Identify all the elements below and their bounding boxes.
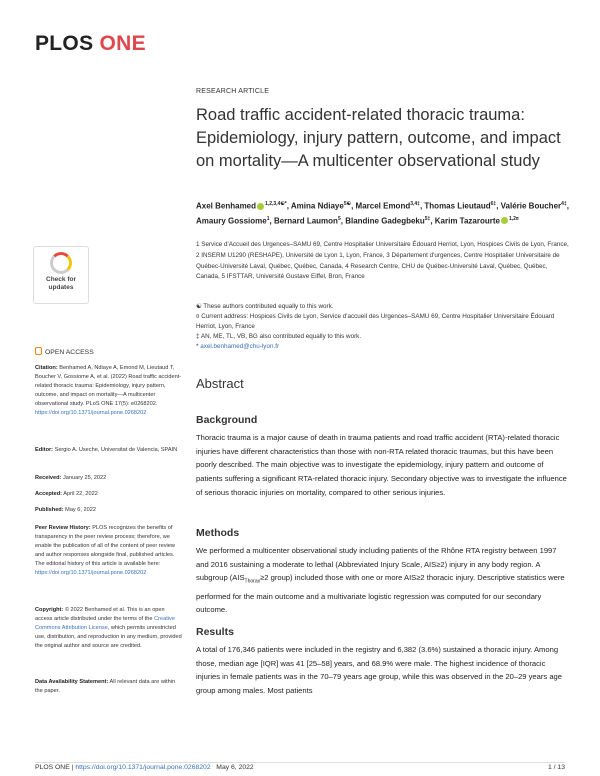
corresponding-email: * axel.benhamed@chu-lyon.fr	[196, 343, 280, 350]
author-affiliation-mark: 1,2¤	[508, 215, 519, 222]
author-affiliation-mark: 4‡	[561, 201, 567, 207]
footer-doi-link[interactable]: https://doi.org/10.1371/journal.pone.0268202	[75, 764, 211, 771]
author: Marcel Emond	[355, 201, 411, 211]
author-list: Axel Benhamed $^{1,2,3,4☯*}$, Amina Ndiaye$^{5☯}$, Marcel Emond$^{3,4\ddagger}$, Thomas Lieutaud$^{6\ddagger}$, Valérie Boucher$^{4\ddagger}$, Amaury Gossiome$^1$, Bernard Laumon$^5$, Blandine Gadegbeku$^{5\ddagger}$, Karim Tazarourte $^{1,2¤}$	[196, 201, 569, 226]
data-availability-label: Data Availability Statement:	[35, 679, 109, 685]
page-footer	[35, 764, 565, 771]
author: Valérie Boucher	[500, 201, 562, 211]
orcid-icon[interactable]	[501, 217, 508, 224]
author-affiliation-mark: 5☯	[343, 201, 352, 207]
logo-one: ONE	[99, 32, 146, 55]
editor-text: Sergio A. Useche, Universitat de Valencia, SPAIN	[54, 447, 178, 453]
methods-heading: Methods	[196, 527, 240, 539]
license-link[interactable]: Creative Commons Attribution License	[35, 615, 175, 631]
author: Bernard Laumon	[273, 216, 338, 226]
open-access-text: OPEN ACCESS	[45, 349, 94, 356]
author-affiliation-mark: 5‡	[424, 215, 431, 222]
check-for-updates-badge[interactable]	[33, 246, 89, 304]
copyright-block	[35, 606, 183, 651]
copyright-tail: , which permits unrestricted use, distribution, and reproduction in any medium, provided the original author and source are credited.	[35, 624, 182, 649]
citation-label: Citation:	[35, 365, 58, 371]
data-availability-block	[35, 678, 183, 696]
published-block	[35, 506, 183, 515]
check-updates-label: Check for updates	[46, 276, 76, 291]
received-block	[35, 474, 183, 483]
open-access-label	[35, 347, 94, 356]
page-number: 1 / 13	[547, 764, 565, 771]
accepted-block	[35, 490, 183, 499]
abstract-heading: Abstract	[196, 376, 244, 391]
author-affiliation-mark: 6‡	[490, 201, 497, 207]
peer-review-label: Peer Review History:	[35, 525, 91, 531]
footer-date: May 6, 2022	[216, 764, 254, 771]
peer-review-block	[35, 524, 183, 577]
citation-block	[35, 364, 183, 417]
peer-review-text: PLOS recognizes the benefits of transparency in the peer review process; therefore, we enable the publication of all of the content of peer review and author responses alongside final, published articles. The editorial history of this article is available here:	[35, 525, 175, 567]
citation-text: Benhamed A, Ndiaye A, Emond M, Lieutaud T, Boucher V, Gossiome A, et al. (2022) Road traffic accident-related thoracic trauma: Epidemiology, injury pattern, outcome, and impact on mortality—A multicenter observational study. PLoS ONE 17(5): e0268202.	[35, 365, 182, 407]
published-date: May 6, 2022	[65, 507, 96, 513]
data-availability-text: All relevant data are within the paper.	[35, 679, 176, 694]
footer-journal: PLOS ONE	[35, 764, 70, 771]
received-label: Received:	[35, 475, 62, 481]
author-notes	[196, 302, 571, 352]
author: Axel Benhamed	[196, 201, 257, 211]
author: Amina Ndiaye	[290, 201, 344, 211]
article-type: RESEARCH ARTICLE	[196, 88, 270, 95]
footer-separator: |	[69, 764, 76, 771]
open-lock-icon	[35, 347, 42, 355]
journal-logo	[35, 32, 146, 56]
received-date: January 25, 2022	[63, 475, 107, 481]
copyright-label: Copyright:	[35, 607, 64, 613]
editor-label: Editor:	[35, 447, 54, 453]
equal-contribution-note: ☯ These authors contributed equally to this work.	[196, 303, 334, 310]
author: Blandine Gadegbeku	[345, 216, 425, 226]
accepted-date: April 22, 2022	[63, 491, 98, 497]
methods-text-b: ≥2 group) included those with one or more AIS≥2 thoracic injury. Descriptive statistics were performed for the main outcome and a multivariate logistic regression was computed for our secondary outcome.	[196, 573, 565, 615]
peer-review-doi-link[interactable]: https://doi.org/10.1371/journal.pone.0268202	[35, 569, 147, 576]
background-heading: Background	[196, 414, 258, 426]
citation-doi-link[interactable]: https://doi.org/10.1371/journal.pone.0268202	[35, 409, 147, 416]
results-heading: Results	[196, 626, 234, 638]
author: Amaury Gossiome	[196, 216, 267, 226]
also-contributed-note: ‡ AN, ME, TL, VB, BG also contributed equally to this work.	[196, 333, 362, 340]
author-affiliation-mark: 1	[266, 215, 270, 222]
update-icon	[50, 252, 72, 274]
author-affiliation-mark: 5	[337, 215, 341, 222]
accepted-label: Accepted:	[35, 491, 63, 497]
logo-plos: PLOS	[35, 32, 94, 55]
orcid-icon[interactable]	[257, 203, 264, 210]
methods-text-a: We performed a multicenter observational study including patients of the Rhône RTA registry between 1997 and 2016 sustaining a moderate to lethal (Abbreviated Injury Scale, AIS≥2) injury in any body region. A subgroup (AIS	[196, 546, 557, 583]
article-title: Road traffic accident-related thoracic trauma: Epidemiology, injury pattern, outcome, and impact on mortality—A multicenter observational study	[196, 106, 561, 170]
author-affiliation-mark: 3,4‡	[410, 201, 420, 207]
results-text: A total of 176,346 patients were included in the registry and 6,382 (3.6%) sustained a thoracic injury. Among those, median age [IQR] was 41 [25–58] years, and 68.9% were male. The highest incidence of thoracic injuries in female patients was in the 70–79 years age group, while this was observed in the 20–29 years age group among males. Most patients	[196, 645, 562, 696]
author-affiliation-mark: 1,2,3,4☯*	[265, 201, 287, 207]
editor-block	[35, 446, 183, 455]
copyright-text: © 2022 Benhamed et al. This is an open access article distributed under the terms of the	[35, 607, 165, 622]
methods-text	[196, 544, 571, 617]
author: Thomas Lieutaud	[424, 201, 491, 211]
author: Karim Tazarourte	[434, 216, 500, 226]
background-text: Thoracic trauma is a major cause of death in trauma patients and road traffic accident (RTA)-related thoracic injuries have different characteristics than those with non-RTA related thoracic traumas, but this have been poorly described. The main objective was to investigate the epidemiology, injury pattern and outcome of patients suffering a significant RTA-related thoracic injury. Secondary objective was to investigate the influence of serious thoracic injuries on mortality, compared to other serious injuries.	[196, 433, 567, 497]
methods-subscript: Thorax	[244, 578, 261, 585]
affiliations: 1 Service d'Accueil des Urgences–SAMU 69, Centre Hospitalier Universitaire Édouard Herriot, Lyon, Hospices Civils de Lyon, France, 2 INSERM U1290 (RESHAPE), Université de Lyon 1, Lyon, France, 3 Département d'urgences, Centre Hospitalier Universitaire de Québec-Université Laval, Québec, Québec, Canada, 4 Research Centre, CHU de Québec-Université Laval, Québec, Québec, Canada, 5 IFSTTAR, Université Gustave Eiffel, Bron, France	[196, 241, 569, 281]
current-address-note: ¤ Current address: Hospices Civils de Lyon, Service d'accueil des Urgences–SAMU 69, Centre Hospitalier Universitaire Édouard Herriot, Lyon, France	[196, 313, 555, 330]
footer-divider	[35, 762, 565, 763]
email-link[interactable]: axel.benhamed@chu-lyon.fr	[200, 343, 280, 350]
published-label: Published:	[35, 507, 64, 513]
